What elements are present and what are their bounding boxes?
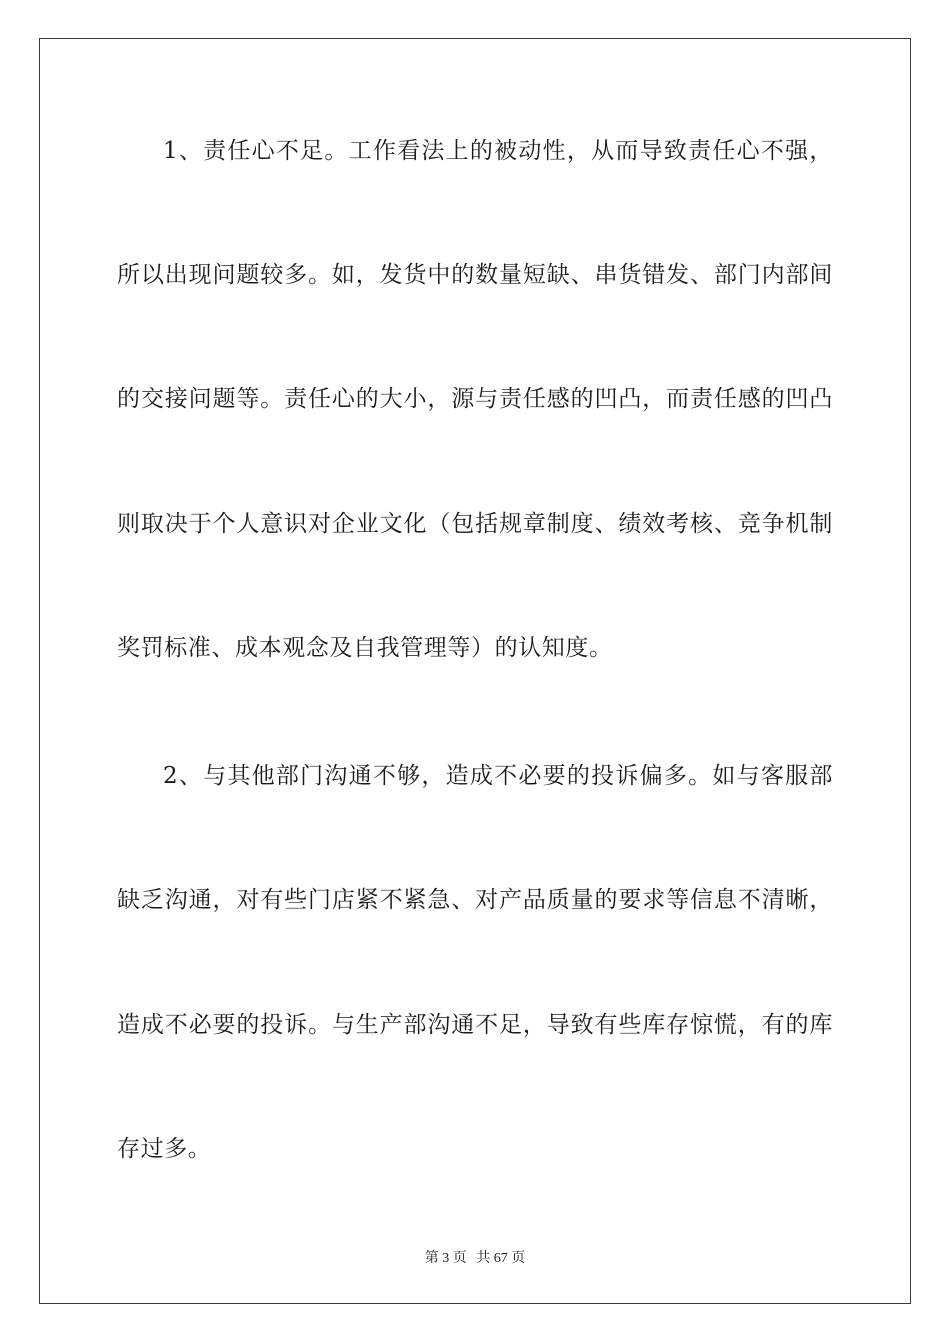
paragraph-1-line-3: 的交接问题等。责任心的大小，源与责任感的凹凸，而责任感的凹凸 [117,386,833,412]
paragraph-2-line-1: 2、与其他部门沟通不够，造成不必要的投诉偏多。如与客服部 [163,763,833,789]
page-number: 第 3 页 [424,1251,467,1266]
total-pages: 共 67 页 [476,1251,526,1266]
paragraph-1-line-5: 奖罚标准、成本观念及自我管理等）的认知度。 [117,635,613,661]
paragraph-1-line-4: 则取决于个人意识对企业文化（包括规章制度、绩效考核、竞争机制 [117,511,833,537]
page-footer [0,1247,950,1267]
page-border [39,38,911,1304]
paragraph-1-line-2: 所以出现问题较多。如，发货中的数量短缺、串货错发、部门内部间 [117,262,833,288]
paragraph-2-line-2: 缺乏沟通，对有些门店紧不紧急、对产品质量的要求等信息不清晰， [117,887,833,913]
paragraph-1-line-1: 1、责任心不足。工作看法上的被动性，从而导致责任心不强， [163,138,833,164]
paragraph-2-line-3: 造成不必要的投诉。与生产部沟通不足，导致有些库存惊慌，有的库 [117,1012,833,1038]
paragraph-2-line-4: 存过多。 [117,1136,212,1162]
